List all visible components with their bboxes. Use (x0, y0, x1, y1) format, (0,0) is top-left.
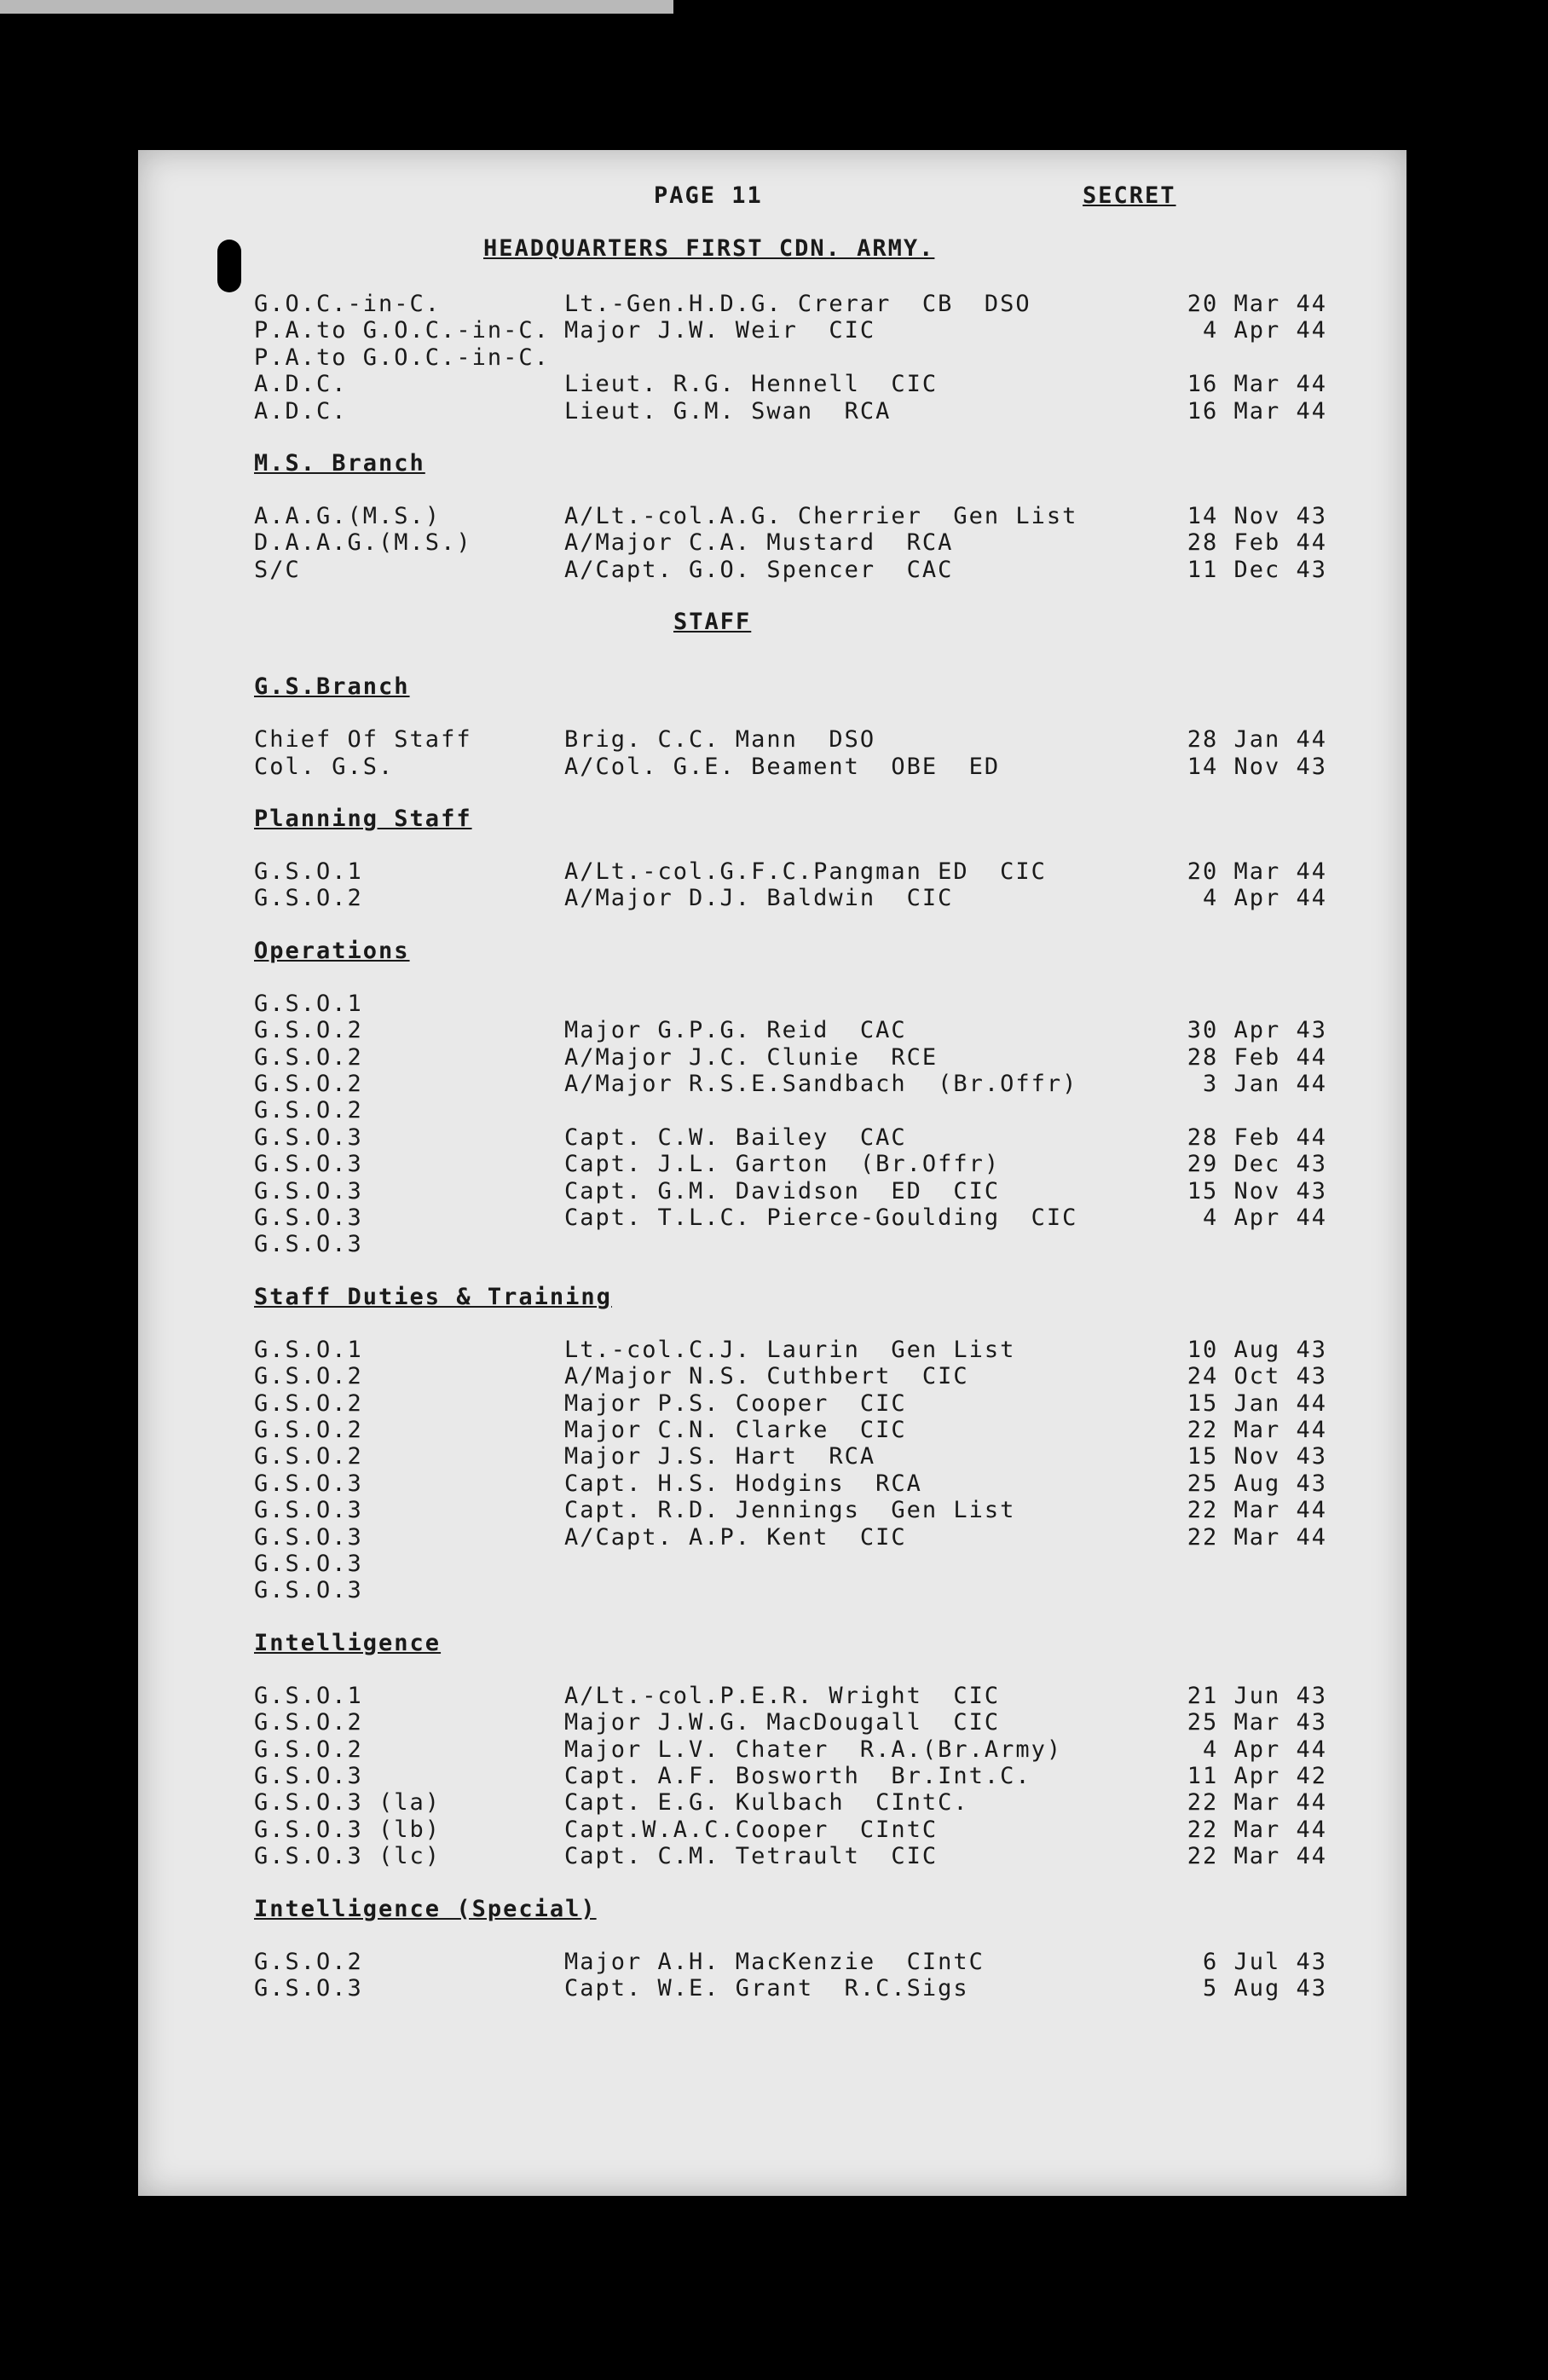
roster-row (138, 529, 1406, 557)
officer-cell: Major J.W.G. MacDougall CIC (564, 1709, 1001, 1736)
section-heading: Planning Staff (254, 806, 472, 832)
date-cell: 20 Mar 44 (1187, 291, 1327, 317)
date-cell: 5 Aug 43 (1202, 1975, 1327, 2002)
position-cell: G.S.O.3 (254, 1577, 363, 1604)
roster-row (138, 1231, 1406, 1258)
roster-row (138, 1524, 1406, 1551)
date-cell: 14 Nov 43 (1187, 753, 1327, 780)
officer-cell: Capt. C.W. Bailey CAC (564, 1124, 907, 1151)
date-cell: 14 Nov 43 (1187, 503, 1327, 529)
roster-row (138, 1071, 1406, 1098)
officer-cell: Lieut. R.G. Hennell CIC (564, 371, 939, 398)
roster-row (138, 344, 1406, 372)
position-cell: G.S.O.3 (254, 1497, 363, 1524)
officer-cell: Lt.-col.C.J. Laurin Gen List (564, 1336, 1016, 1363)
date-cell: 4 Apr 44 (1202, 885, 1327, 912)
section-heading: STAFF (673, 609, 752, 636)
date-cell: 4 Apr 44 (1202, 1204, 1327, 1231)
position-cell: G.S.O.2 (254, 1736, 363, 1763)
roster-row (138, 885, 1406, 912)
roster-row (138, 1017, 1406, 1044)
roster-row (138, 1204, 1406, 1232)
date-cell: 21 Jun 43 (1187, 1682, 1327, 1709)
position-cell: G.S.O.2 (254, 1389, 363, 1417)
officer-cell: Brig. C.C. Mann DSO (564, 726, 876, 754)
section-heading: Intelligence (Special) (254, 1895, 597, 1922)
roster-row (138, 1390, 1406, 1418)
punch-hole (217, 240, 241, 292)
position-cell: P.A.to G.O.C.-in-C. (254, 317, 550, 344)
position-cell: D.A.A.G.(M.S.) (254, 529, 472, 557)
position-cell: G.S.O.2 (254, 885, 363, 912)
roster-row (138, 1470, 1406, 1498)
document-title: HEADQUARTERS FIRST CDN. ARMY. (483, 235, 935, 262)
position-cell: G.S.O.3 (lc) (254, 1843, 442, 1870)
officer-cell: A/Lt.-col.G.F.C.Pangman ED CIC (564, 858, 1047, 885)
officer-cell: A/Lt.-col.P.E.R. Wright CIC (564, 1682, 1001, 1709)
roster-row (138, 1736, 1406, 1764)
roster-row (138, 1337, 1406, 1364)
officer-cell: Capt. H.S. Hodgins RCA (564, 1470, 922, 1497)
position-cell: G.S.O.3 (lb) (254, 1816, 442, 1843)
date-cell: 22 Mar 44 (1187, 1816, 1327, 1843)
roster-row (138, 1417, 1406, 1444)
position-cell: S/C (254, 556, 301, 583)
roster-row (138, 1151, 1406, 1178)
officer-cell: Major J.W. Weir CIC (564, 317, 876, 344)
date-cell: 20 Mar 44 (1187, 858, 1327, 885)
page-number: PAGE 11 (654, 182, 763, 209)
roster-row (138, 754, 1406, 781)
officer-cell: A/Major R.S.E.Sandbach (Br.Offr) (564, 1071, 1078, 1097)
officer-cell: A/Major N.S. Cuthbert CIC (564, 1363, 969, 1390)
roster-row (138, 1709, 1406, 1736)
date-cell: 25 Aug 43 (1187, 1470, 1327, 1497)
date-cell: 22 Mar 44 (1187, 1843, 1327, 1870)
position-cell: G.S.O.3 (254, 1470, 363, 1497)
roster-row (138, 1178, 1406, 1205)
position-cell: Chief Of Staff (254, 726, 472, 754)
date-cell: 22 Mar 44 (1187, 1523, 1327, 1551)
date-cell: 30 Apr 43 (1187, 1017, 1327, 1044)
position-cell: G.S.O.3 (254, 1124, 363, 1151)
position-cell: A.D.C. (254, 397, 348, 425)
officer-cell: A/Lt.-col.A.G. Cherrier Gen List (564, 503, 1078, 529)
position-cell: G.S.O.3 (254, 1151, 363, 1178)
section-heading: M.S. Branch (254, 450, 425, 477)
date-cell: 22 Mar 44 (1187, 1417, 1327, 1443)
roster-row (138, 1497, 1406, 1524)
position-cell: G.S.O.3 (254, 1177, 363, 1204)
position-cell: G.S.O.3 (la) (254, 1789, 442, 1817)
position-cell: G.S.O.2 (254, 1071, 363, 1097)
officer-cell: Major G.P.G. Reid CAC (564, 1017, 907, 1044)
officer-cell: A/Major J.C. Clunie RCE (564, 1043, 939, 1071)
roster-row (138, 1363, 1406, 1390)
film-edge (0, 0, 673, 14)
section-heading: G.S.Branch (254, 673, 410, 701)
date-cell: 28 Jan 44 (1187, 726, 1327, 754)
section-heading: Operations (254, 937, 410, 964)
roster-row (138, 317, 1406, 344)
position-cell: G.S.O.2 (254, 1017, 363, 1044)
officer-cell: A/Capt. A.P. Kent CIC (564, 1523, 907, 1551)
date-cell: 22 Mar 44 (1187, 1789, 1327, 1817)
position-cell: A.A.G.(M.S.) (254, 503, 442, 529)
roster-row (138, 371, 1406, 398)
roster-row (138, 291, 1406, 318)
officer-cell: A/Major C.A. Mustard RCA (564, 529, 954, 557)
officer-cell: A/Major D.J. Baldwin CIC (564, 885, 954, 912)
roster-row (138, 1789, 1406, 1817)
position-cell: G.S.O.2 (254, 1443, 363, 1470)
officer-cell: A/Capt. G.O. Spencer CAC (564, 556, 954, 583)
position-cell: G.S.O.2 (254, 1043, 363, 1071)
position-cell: G.S.O.2 (254, 1363, 363, 1390)
position-cell: G.S.O.3 (254, 1551, 363, 1577)
officer-cell: Lt.-Gen.H.D.G. Crerar CB DSO (564, 291, 1031, 317)
roster-row (138, 1763, 1406, 1790)
roster-row (138, 1683, 1406, 1710)
roster-row (138, 398, 1406, 425)
date-cell: 3 Jan 44 (1202, 1071, 1327, 1097)
position-cell: G.S.O.2 (254, 1097, 363, 1124)
position-cell: A.D.C. (254, 371, 348, 398)
date-cell: 24 Oct 43 (1187, 1363, 1327, 1390)
officer-cell: Major P.S. Cooper CIC (564, 1389, 907, 1417)
officer-cell: Capt. J.L. Garton (Br.Offr) (564, 1151, 1001, 1178)
officer-cell: Major L.V. Chater R.A.(Br.Army) (564, 1736, 1063, 1763)
position-cell: G.S.O.1 (254, 858, 363, 885)
roster-row (138, 1124, 1406, 1152)
officer-cell: Capt.W.A.C.Cooper CIntC (564, 1816, 939, 1843)
position-cell: Col. G.S. (254, 753, 395, 780)
roster-row (138, 991, 1406, 1018)
position-cell: G.S.O.2 (254, 1709, 363, 1736)
date-cell: 10 Aug 43 (1187, 1336, 1327, 1363)
classification-label: SECRET (1083, 182, 1176, 209)
date-cell: 16 Mar 44 (1187, 371, 1327, 398)
position-cell: P.A.to G.O.C.-in-C. (254, 344, 550, 371)
position-cell: G.S.O.1 (254, 990, 363, 1017)
position-cell: G.S.O.3 (254, 1523, 363, 1551)
officer-cell: Capt. W.E. Grant R.C.Sigs (564, 1975, 969, 2002)
roster-row (138, 1443, 1406, 1470)
officer-cell: Capt. A.F. Bosworth Br.Int.C. (564, 1763, 1031, 1789)
position-cell: G.O.C.-in-C. (254, 291, 442, 317)
officer-cell: Capt. G.M. Davidson ED CIC (564, 1177, 1001, 1204)
officer-cell: Major C.N. Clarke CIC (564, 1417, 907, 1443)
officer-cell: Major J.S. Hart RCA (564, 1443, 876, 1470)
date-cell: 4 Apr 44 (1202, 1736, 1327, 1763)
date-cell: 15 Nov 43 (1187, 1177, 1327, 1204)
roster-row (138, 1044, 1406, 1072)
officer-cell: Lieut. G.M. Swan RCA (564, 397, 892, 425)
roster-row (138, 503, 1406, 530)
position-cell: G.S.O.2 (254, 1948, 363, 1975)
roster-row (138, 726, 1406, 754)
officer-cell: Capt. C.M. Tetrault CIC (564, 1843, 939, 1870)
roster-row (138, 1949, 1406, 1976)
roster-row (138, 1551, 1406, 1578)
position-cell: G.S.O.3 (254, 1975, 363, 2002)
officer-cell: Capt. R.D. Jennings Gen List (564, 1497, 1016, 1524)
roster-row (138, 1097, 1406, 1124)
position-cell: G.S.O.3 (254, 1204, 363, 1231)
date-cell: 28 Feb 44 (1187, 529, 1327, 557)
date-cell: 16 Mar 44 (1187, 397, 1327, 425)
officer-cell: Capt. T.L.C. Pierce-Goulding CIC (564, 1204, 1078, 1231)
roster-row (138, 1843, 1406, 1870)
date-cell: 25 Mar 43 (1187, 1709, 1327, 1736)
date-cell: 15 Jan 44 (1187, 1389, 1327, 1417)
date-cell: 15 Nov 43 (1187, 1443, 1327, 1470)
roster-row (138, 557, 1406, 584)
position-cell: G.S.O.3 (254, 1231, 363, 1258)
section-heading: Intelligence (254, 1629, 442, 1656)
position-cell: G.S.O.1 (254, 1336, 363, 1363)
date-cell: 28 Feb 44 (1187, 1043, 1327, 1071)
officer-cell: Major A.H. MacKenzie CIntC (564, 1948, 985, 1975)
officer-cell: A/Col. G.E. Beament OBE ED (564, 753, 1001, 780)
roster-row (138, 1817, 1406, 1844)
roster-row (138, 858, 1406, 886)
roster-row (138, 1975, 1406, 2002)
position-cell: G.S.O.3 (254, 1763, 363, 1789)
section-heading: Staff Duties & Training (254, 1283, 612, 1310)
document-page (138, 150, 1406, 2196)
position-cell: G.S.O.1 (254, 1682, 363, 1709)
officer-cell: Capt. E.G. Kulbach CIntC. (564, 1789, 969, 1817)
date-cell: 28 Feb 44 (1187, 1124, 1327, 1151)
date-cell: 11 Apr 42 (1187, 1763, 1327, 1789)
date-cell: 29 Dec 43 (1187, 1151, 1327, 1178)
date-cell: 6 Jul 43 (1202, 1948, 1327, 1975)
date-cell: 22 Mar 44 (1187, 1497, 1327, 1524)
date-cell: 4 Apr 44 (1202, 317, 1327, 344)
position-cell: G.S.O.2 (254, 1417, 363, 1443)
date-cell: 11 Dec 43 (1187, 556, 1327, 583)
roster-row (138, 1577, 1406, 1604)
